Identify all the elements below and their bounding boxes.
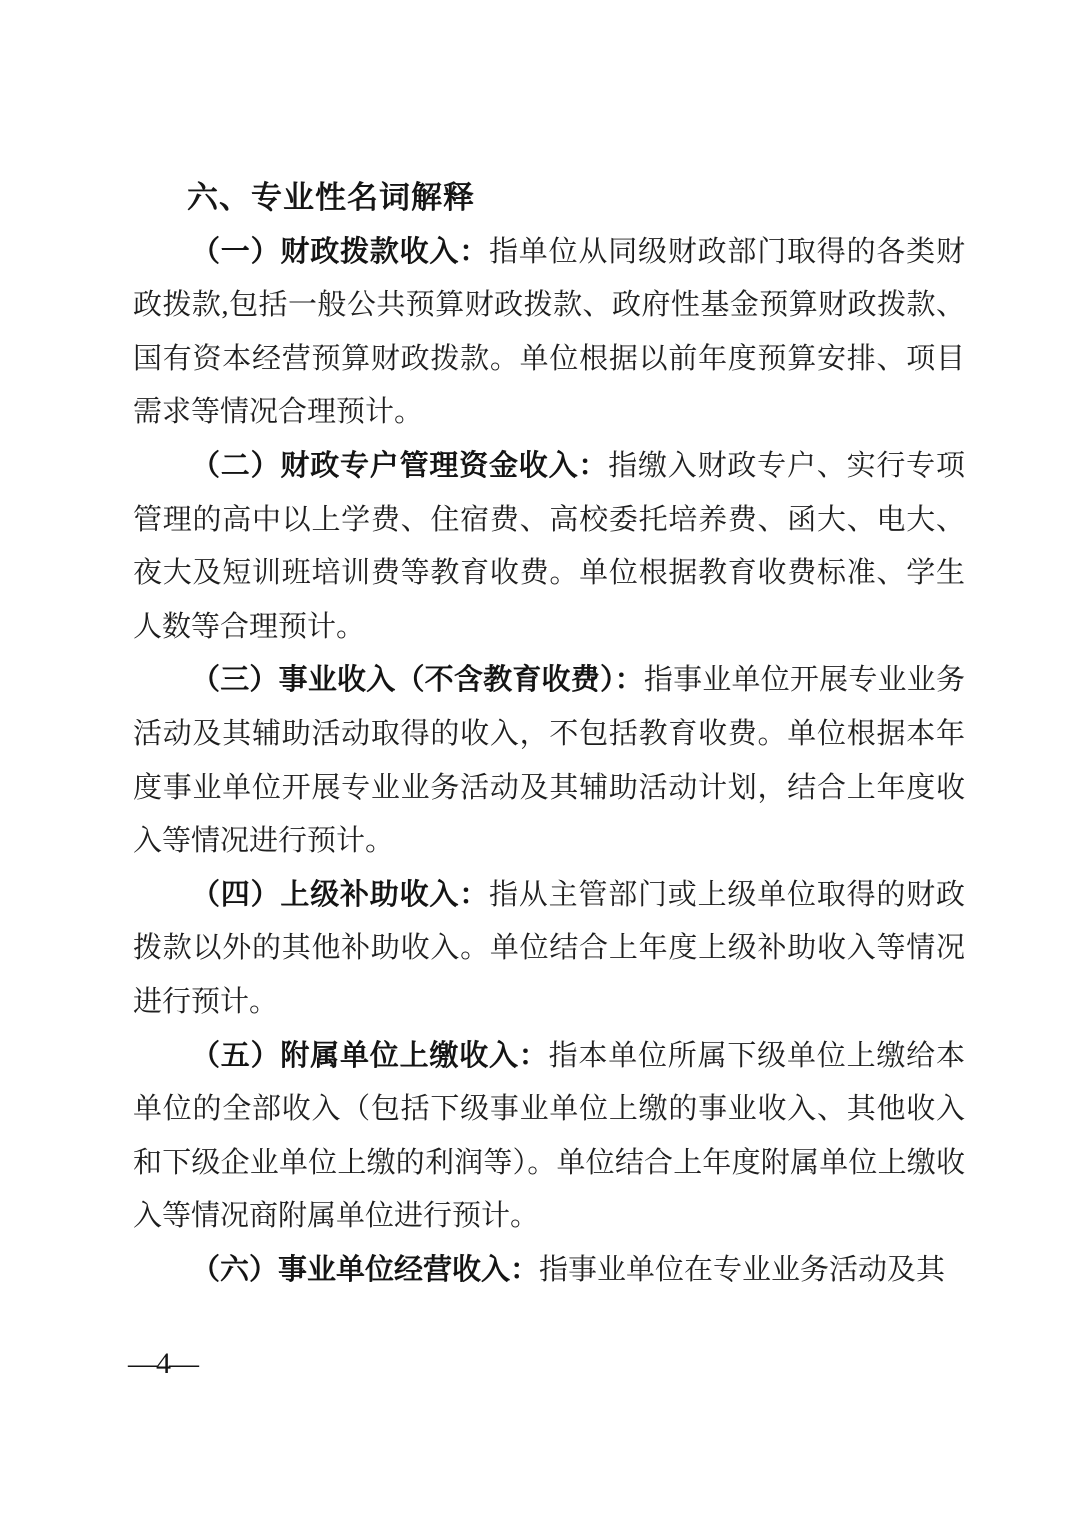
section-heading: 六、专业性名词解释 xyxy=(187,180,475,216)
term-paragraph xyxy=(133,440,965,654)
term-label: （二）财政专户管理资金收入： xyxy=(191,449,609,482)
term-label: （五）附属单位上缴收入： xyxy=(191,1039,549,1072)
term-definition: 指从主管部门或上级单位取得的财政拨款以外的其他补助收入。单位结合上年度上级补助收入等情况进行预计。 xyxy=(133,878,965,1018)
term-paragraph xyxy=(133,1244,965,1298)
term-paragraph xyxy=(133,654,965,868)
term-definition: 指事业单位开展专业业务活动及其辅助活动取得的收入，不包括教育收费。单位根据本年度事业单位开展专业业务活动及其辅助活动计划，结合上年度收入等情况进行预计。 xyxy=(133,664,965,858)
page-number: —4— xyxy=(128,1347,197,1380)
term-definition: 指单位从同级财政部门取得的各类财政拨款,包括一般公共预算财政拨款、政府性基金预算财政拨款、国有资本经营预算财政拨款。单位根据以前年度预算安排、项目需求等情况合理预计。 xyxy=(133,235,965,429)
term-label: （三）事业收入（不含教育收费）： xyxy=(191,664,644,697)
term-paragraph xyxy=(133,1030,965,1244)
term-paragraph xyxy=(133,869,965,1030)
term-definition: 指事业单位在专业业务活动及其 xyxy=(539,1253,946,1286)
document-content xyxy=(133,172,965,1297)
term-paragraph xyxy=(133,226,965,440)
term-label: （一）财政拨款收入： xyxy=(191,235,489,268)
term-label: （四）上级补助收入： xyxy=(191,878,489,911)
term-definition: 指本单位所属下级单位上缴给本单位的全部收入（包括下级事业单位上缴的事业收入、其他收入和下级企业单位上缴的利润等）。单位结合上年度附属单位上缴收入等情况商附属单位进行预计。 xyxy=(133,1039,965,1233)
term-label: （六）事业单位经营收入： xyxy=(191,1253,540,1286)
term-definition: 指缴入财政专户、实行专项管理的高中以上学费、住宿费、高校委托培养费、函大、电大、夜大及短训班培训费等教育收费。单位根据教育收费标准、学生人数等合理预计。 xyxy=(133,449,965,643)
